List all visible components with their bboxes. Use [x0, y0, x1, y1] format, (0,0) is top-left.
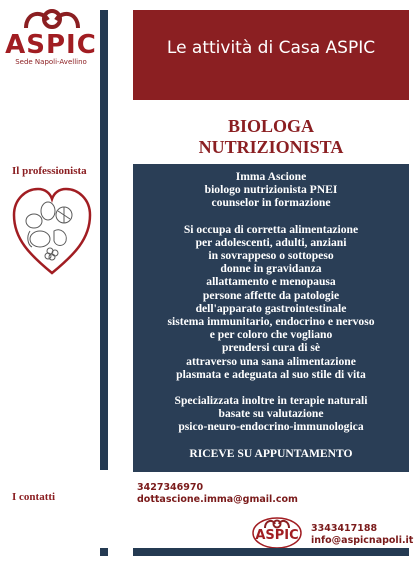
label-professional: Il professionista: [12, 165, 87, 177]
panel-activity-line: per adolescenti, adulti, anziani: [195, 235, 347, 249]
bottom-bar-left: [100, 548, 108, 556]
contact-email[interactable]: dottascione.imma@gmail.com: [137, 494, 298, 505]
aspic-logo: [4, 6, 98, 68]
info-panel: [133, 164, 409, 472]
logo-brand: ASPIC: [5, 30, 97, 60]
panel-activity-line: allattamento e menopausa: [206, 275, 336, 289]
vertical-divider: [100, 10, 108, 470]
banner-title: Le attività di Casa ASPIC: [166, 38, 376, 58]
panel-intro-line: biologo nutrizionista PNEI: [204, 183, 338, 197]
contact-info: [137, 482, 298, 506]
panel-activity-line: dell'apparato gastrointestinale: [195, 301, 347, 315]
footer-logo-brand: ASPIC: [255, 528, 299, 543]
panel-intro-line: Imma Ascione: [235, 170, 307, 183]
aspic-logo-icon: [22, 6, 82, 32]
footer-phone[interactable]: 3343417188: [311, 523, 378, 534]
panel-activity-line: plasmata e adeguata al suo stile di vita: [176, 367, 366, 381]
contact-phone[interactable]: 3427346970: [137, 482, 204, 493]
panel-specialization-line: psico-neuro-endocrino-immunologica: [178, 420, 364, 434]
logo-subtitle: Sede Napoli-Avellino: [15, 58, 87, 66]
bottom-bar: [133, 548, 409, 556]
panel-activity-line: e per coloro che vogliano: [209, 328, 333, 342]
panel-activity-line: prendersi cura di sè: [221, 341, 320, 355]
footer-contact: [311, 523, 413, 547]
panel-activity-line: Si occupa di corretta alimentazione: [183, 222, 359, 236]
panel-intro-line: counselor in formazione: [211, 196, 331, 210]
panel-appointment: RICEVE SU APPUNTAMENTO: [189, 446, 353, 460]
panel-activity-line: donne in gravidanza: [220, 262, 322, 276]
panel-activity-line: attraverso una sana alimentazione: [186, 354, 356, 368]
footer-email[interactable]: info@aspicnapoli.it: [311, 535, 414, 546]
footer-logo: [251, 516, 303, 550]
label-contacts: I contatti: [12, 491, 56, 503]
title-line-2: NUTRIZIONISTA: [198, 137, 344, 157]
panel-specialization-line: basate su valutazione: [218, 407, 324, 421]
title-line-1: BIOLOGA: [227, 116, 315, 136]
panel-specialization-line: Specializzata inoltre in terapie naturali: [174, 394, 368, 408]
panel-activity-line: sistema immunitario, endocrino e nervoso: [167, 315, 375, 329]
panel-activity-line: in sovrappeso o sottopeso: [208, 249, 334, 263]
header-banner: [133, 10, 409, 100]
heart-fruit-icon: [10, 187, 94, 277]
page-title: [133, 116, 409, 158]
panel-activity-line: persone affette da patologie: [202, 288, 340, 302]
